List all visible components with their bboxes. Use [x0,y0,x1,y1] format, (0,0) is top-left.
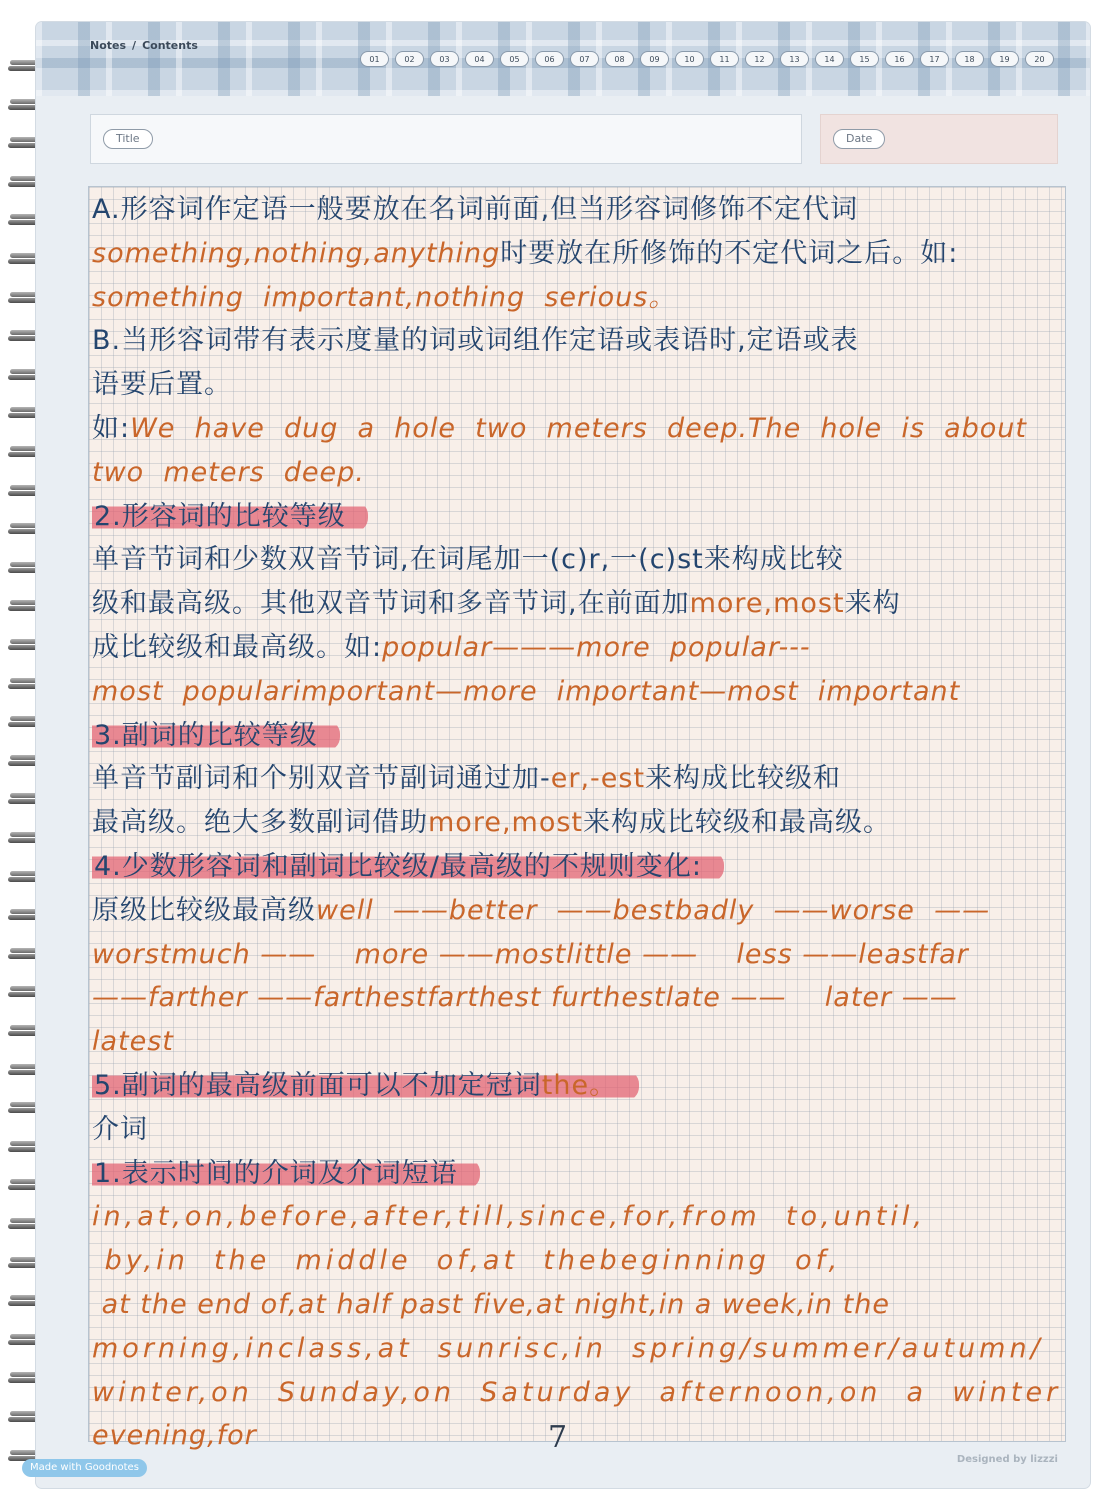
text-segment: 成比较级和最高级。如: [92,631,383,663]
note-line [92,188,1064,232]
tab-04[interactable]: 04 [465,51,494,67]
page-tabs [360,51,1054,67]
text-segment-orange: ——farther ——farthestfarthest furthestlate —— later —— [92,982,958,1014]
tab-20[interactable]: 20 [1025,51,1054,67]
note-line [92,1064,1064,1108]
tab-05[interactable]: 05 [500,51,529,67]
text-segment-orange: er,-est [550,763,646,795]
text-segment: 如: [92,412,131,444]
note-line [92,757,1064,801]
note-line [92,1195,1064,1239]
tab-14[interactable]: 14 [815,51,844,67]
tab-18[interactable]: 18 [955,51,984,67]
note-line [92,845,1064,889]
note-line [92,714,1064,758]
note-line [92,451,1064,495]
breadcrumb [90,39,198,52]
text-segment: 级和最高级。其他双音节词和多音节词,在前面加 [92,588,690,620]
goodnotes-badge: Made with Goodnotes [22,1459,147,1477]
tab-06[interactable]: 06 [535,51,564,67]
text-segment-orange: latest [92,1026,174,1058]
text-segment-orange: most popularimportant—more important—most important [92,675,961,707]
date-label: Date [833,129,885,149]
section-heading: 2.形容词的比较等级 [92,501,368,532]
text-segment-orange: at the end of,at half past five,at night,in a week,in the [92,1288,890,1320]
text-segment: 最高级。绝大多数副词借助 [92,807,428,839]
page-number: 7 [548,1420,568,1455]
text-segment: 来构成比较级和 [645,763,842,795]
note-line [92,670,1064,714]
text-segment: B.当形容词带有表示度量的词或词组作定语或表语时,定语或表 [92,325,859,357]
note-line [92,232,1064,276]
text-segment-orange: more,most [689,588,845,620]
text-segment-orange: two meters deep. [92,456,365,488]
text-segment-orange: something important,nothing serious。 [92,281,677,313]
note-line [92,933,1064,977]
note-line [92,801,1064,845]
note-line [92,1371,1064,1415]
tab-01[interactable]: 01 [360,51,389,67]
note-line [92,1239,1064,1283]
text-segment: 原级比较级最高级 [92,894,316,926]
text-segment: 来构成比较 [703,544,844,576]
note-line [92,1327,1064,1371]
note-line [92,1020,1064,1064]
heading-text-orange: the。 [541,1069,618,1101]
section-heading [92,1070,639,1101]
tab-16[interactable]: 16 [885,51,914,67]
text-segment: A.形容词作定语一般要放在名词前面,但当形容词修饰不定代词 [92,194,859,225]
section-heading: 3.副词的比较等级 [92,720,340,751]
breadcrumb-notes-link[interactable]: Notes [90,39,127,52]
title-field[interactable] [90,114,802,164]
text-segment: 来构 [844,588,901,620]
text-segment: 时要放在所修饰的不定代词之后。如: [500,237,959,269]
heading-text: 5.副词的最高级前面可以不加定冠词 [94,1069,542,1101]
note-line [92,407,1064,451]
text-segment-orange: evening,for [92,1420,257,1452]
text-segment: 来构成比较级和最高级。 [583,807,891,839]
section-heading: 4.少数形容词和副词比较级/最高级的不规则变化: [92,851,724,882]
note-line [92,582,1064,626]
text-segment-orange: winter,on Sunday,on Saturday afternoon,on a winter [92,1376,1062,1408]
designed-by-credit: Designed by lizzzi [956,1454,1058,1465]
note-line [92,363,1064,407]
breadcrumb-contents-link[interactable]: Contents [142,39,198,52]
breadcrumb-separator: / [132,39,137,52]
note-line [92,1283,1064,1327]
text-segment-orange: popular———more popular--- [382,631,811,663]
tab-15[interactable]: 15 [850,51,879,67]
text-segment-orange: worstmuch —— more ——mostlittle —— less ——leastfar [92,938,969,970]
tab-17[interactable]: 17 [920,51,949,67]
note-line [92,1108,1064,1152]
tab-19[interactable]: 19 [990,51,1019,67]
title-label: Title [103,129,153,149]
tab-12[interactable]: 12 [745,51,774,67]
date-field[interactable] [820,114,1058,164]
text-segment-orange: well ——better ——bestbadly ——worse —— [316,894,991,926]
section-heading: 1.表示时间的介词及介词短语 [92,1158,480,1189]
text-segment: 单音节词和少数双音节词,在词尾加一(c)r,一(c)st [92,544,704,576]
tab-02[interactable]: 02 [395,51,424,67]
tab-08[interactable]: 08 [605,51,634,67]
note-line [92,538,1064,582]
text-segment-orange: something,nothing,anything [92,237,501,269]
tab-13[interactable]: 13 [780,51,809,67]
note-line [92,319,1064,363]
note-line [92,276,1064,320]
tab-09[interactable]: 09 [640,51,669,67]
text-segment-orange: more,most [428,807,583,839]
note-line [92,976,1064,1020]
tab-07[interactable]: 07 [570,51,599,67]
text-segment: 介词 [92,1113,148,1145]
tab-11[interactable]: 11 [710,51,739,67]
note-line [92,889,1064,933]
text-segment-orange: in,at,on,before,after,till,since,for,from to,until, [92,1201,926,1233]
note-line [92,626,1064,670]
note-line [92,1152,1064,1196]
note-line [92,495,1064,539]
tab-10[interactable]: 10 [675,51,704,67]
note-content [92,188,1064,1458]
text-segment-orange: morning,inclass,at sunrisc,in spring/summer/autumn/ [92,1332,1044,1364]
text-segment-orange: We have dug a hole two meters deep.The hole is about [130,412,1027,444]
text-segment: 单音节副词和个别双音节副词通过加- [92,763,551,795]
tab-03[interactable]: 03 [430,51,459,67]
note-line [92,1414,1064,1458]
text-segment: 语要后置。 [92,369,232,401]
text-segment-orange: by,in the middle of,at thebeginning of, [92,1245,842,1277]
